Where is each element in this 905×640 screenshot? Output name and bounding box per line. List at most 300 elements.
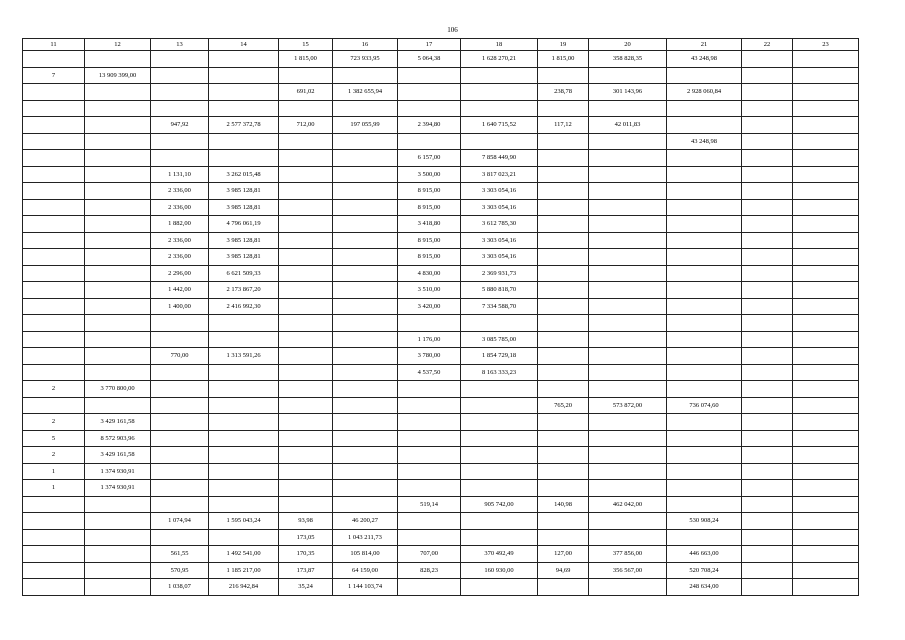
table-cell	[461, 67, 538, 84]
table-cell	[398, 315, 461, 332]
table-cell	[398, 529, 461, 546]
table-cell	[742, 183, 793, 200]
table-row	[23, 298, 859, 315]
table-cell	[85, 150, 151, 167]
table-cell	[209, 381, 279, 398]
table-cell: 3 500,00	[398, 166, 461, 183]
table-cell	[793, 463, 859, 480]
table-cell	[538, 463, 589, 480]
table-cell	[279, 331, 333, 348]
table-cell	[742, 496, 793, 513]
table-row	[23, 117, 859, 134]
table-cell	[398, 463, 461, 480]
table-cell: 43 248,98	[667, 133, 742, 150]
table-cell	[538, 216, 589, 233]
table-cell	[742, 249, 793, 266]
table-cell	[793, 51, 859, 68]
table-cell	[279, 364, 333, 381]
table-cell: 1 074,94	[151, 513, 209, 530]
table-cell	[538, 183, 589, 200]
table-cell	[279, 100, 333, 117]
table-cell	[333, 183, 398, 200]
table-cell	[85, 282, 151, 299]
table-cell: 7 858 449,90	[461, 150, 538, 167]
table-cell	[793, 183, 859, 200]
table-cell	[23, 546, 85, 563]
column-header: 21	[667, 39, 742, 51]
table-cell	[793, 546, 859, 563]
table-cell	[279, 315, 333, 332]
table-cell	[793, 199, 859, 216]
table-cell	[793, 315, 859, 332]
table-cell	[23, 117, 85, 134]
table-cell	[742, 84, 793, 101]
table-cell: 519,14	[398, 496, 461, 513]
table-cell: 3 303 054,16	[461, 232, 538, 249]
table-cell	[538, 282, 589, 299]
table-cell	[85, 579, 151, 596]
table-cell: 1 185 217,00	[209, 562, 279, 579]
table-cell	[667, 216, 742, 233]
table-cell	[667, 67, 742, 84]
table-cell: 43 248,98	[667, 51, 742, 68]
table-cell: 446 663,00	[667, 546, 742, 563]
table-row	[23, 51, 859, 68]
table-cell	[742, 232, 793, 249]
table-cell: 46 200,27	[333, 513, 398, 530]
table-cell	[667, 166, 742, 183]
table-cell	[23, 579, 85, 596]
table-cell: 828,23	[398, 562, 461, 579]
table-cell: 1 131,10	[151, 166, 209, 183]
table-cell	[538, 100, 589, 117]
table-cell	[85, 562, 151, 579]
table-cell	[742, 67, 793, 84]
table-cell	[333, 463, 398, 480]
table-cell	[151, 381, 209, 398]
table-cell	[23, 150, 85, 167]
table-cell	[793, 249, 859, 266]
table-cell	[85, 265, 151, 282]
table-cell: 520 708,24	[667, 562, 742, 579]
table-cell	[279, 166, 333, 183]
table-cell: 3 510,00	[398, 282, 461, 299]
table-cell	[667, 265, 742, 282]
table-cell: 3 985 128,81	[209, 249, 279, 266]
table-cell: 2	[23, 447, 85, 464]
table-cell: 5 064,38	[398, 51, 461, 68]
table-cell	[742, 150, 793, 167]
table-row	[23, 216, 859, 233]
table-cell	[333, 232, 398, 249]
table-row	[23, 463, 859, 480]
table-cell: 1 374 930,91	[85, 463, 151, 480]
table-cell	[279, 216, 333, 233]
table-cell	[398, 84, 461, 101]
table-cell: 64 159,00	[333, 562, 398, 579]
table-cell: 2	[23, 414, 85, 431]
table-cell	[589, 430, 667, 447]
table-cell	[151, 67, 209, 84]
table-row	[23, 480, 859, 497]
table-cell: 3 985 128,81	[209, 232, 279, 249]
table-cell	[667, 414, 742, 431]
table-cell: 8 915,00	[398, 249, 461, 266]
table-cell: 462 042,00	[589, 496, 667, 513]
column-header: 22	[742, 39, 793, 51]
table-cell	[667, 463, 742, 480]
table-cell: 2	[23, 381, 85, 398]
table-cell	[461, 513, 538, 530]
table-cell	[793, 232, 859, 249]
table-cell: 6 621 509,33	[209, 265, 279, 282]
table-cell: 2 577 372,78	[209, 117, 279, 134]
table-cell	[742, 430, 793, 447]
table-cell: 2 296,00	[151, 265, 209, 282]
table-cell	[85, 364, 151, 381]
table-cell: 3 420,00	[398, 298, 461, 315]
table-row	[23, 199, 859, 216]
table-cell	[793, 84, 859, 101]
table-cell	[667, 282, 742, 299]
table-cell	[333, 199, 398, 216]
table-cell	[279, 348, 333, 365]
table-cell: 248 634,00	[667, 579, 742, 596]
table-cell	[589, 480, 667, 497]
table-cell	[151, 463, 209, 480]
table-cell	[793, 496, 859, 513]
table-cell: 6 157,00	[398, 150, 461, 167]
table-body	[23, 51, 859, 596]
table-cell	[589, 249, 667, 266]
table-cell: 358 828,35	[589, 51, 667, 68]
table-cell: 2 336,00	[151, 199, 209, 216]
table-cell: 707,00	[398, 546, 461, 563]
table-cell	[589, 315, 667, 332]
table-cell	[85, 216, 151, 233]
table-cell	[209, 447, 279, 464]
table-cell	[667, 199, 742, 216]
table-cell: 570,95	[151, 562, 209, 579]
table-cell	[742, 265, 793, 282]
table-row	[23, 166, 859, 183]
table-row	[23, 562, 859, 579]
table-cell	[793, 117, 859, 134]
table-cell	[151, 397, 209, 414]
table-cell	[667, 348, 742, 365]
table-cell	[85, 133, 151, 150]
table-cell: 4 537,50	[398, 364, 461, 381]
table-cell: 691,02	[279, 84, 333, 101]
table-cell	[793, 216, 859, 233]
table-cell	[461, 414, 538, 431]
table-cell	[85, 529, 151, 546]
table-cell	[538, 150, 589, 167]
table-cell	[85, 117, 151, 134]
table-cell: 765,20	[538, 397, 589, 414]
table-cell	[279, 67, 333, 84]
table-cell: 8 915,00	[398, 183, 461, 200]
table-row	[23, 496, 859, 513]
table-cell: 127,00	[538, 546, 589, 563]
table-cell	[793, 282, 859, 299]
table-cell	[23, 496, 85, 513]
table-cell: 1 882,00	[151, 216, 209, 233]
table-cell	[793, 513, 859, 530]
table-cell	[538, 249, 589, 266]
table-cell	[398, 579, 461, 596]
table-cell: 1	[23, 463, 85, 480]
table-cell: 736 074,60	[667, 397, 742, 414]
table-cell	[538, 166, 589, 183]
table-cell: 1 595 043,24	[209, 513, 279, 530]
table-cell: 42 011,83	[589, 117, 667, 134]
table-row	[23, 100, 859, 117]
table-cell	[23, 84, 85, 101]
column-header: 20	[589, 39, 667, 51]
table-cell	[151, 133, 209, 150]
table-row	[23, 579, 859, 596]
table-cell	[23, 331, 85, 348]
table-cell	[151, 364, 209, 381]
table-cell	[538, 513, 589, 530]
table-cell	[151, 430, 209, 447]
table-cell	[793, 67, 859, 84]
table-cell	[589, 216, 667, 233]
table-cell	[742, 562, 793, 579]
table-cell	[279, 298, 333, 315]
table-cell: 3 985 128,81	[209, 183, 279, 200]
column-header: 12	[85, 39, 151, 51]
table-cell	[538, 381, 589, 398]
table-cell	[793, 579, 859, 596]
table-cell	[742, 447, 793, 464]
table-cell: 356 567,00	[589, 562, 667, 579]
column-header: 18	[461, 39, 538, 51]
table-cell	[793, 298, 859, 315]
table-cell	[333, 100, 398, 117]
table-cell	[461, 397, 538, 414]
table-cell	[538, 67, 589, 84]
column-header: 15	[279, 39, 333, 51]
table-cell: 3 303 054,16	[461, 249, 538, 266]
table-cell: 3 817 023,21	[461, 166, 538, 183]
table-cell	[461, 381, 538, 398]
table-cell: 93,98	[279, 513, 333, 530]
table-cell: 3 780,00	[398, 348, 461, 365]
table-cell	[793, 133, 859, 150]
table-cell	[589, 133, 667, 150]
table-cell	[589, 67, 667, 84]
table-cell	[589, 381, 667, 398]
table-cell: 13 909 399,00	[85, 67, 151, 84]
table-cell	[793, 166, 859, 183]
page-number: 106	[447, 26, 458, 34]
table-cell	[793, 480, 859, 497]
table-cell	[589, 199, 667, 216]
table-cell	[667, 529, 742, 546]
table-cell: 770,00	[151, 348, 209, 365]
table-cell	[209, 463, 279, 480]
table-cell: 173,05	[279, 529, 333, 546]
table-cell	[793, 447, 859, 464]
table-cell	[151, 315, 209, 332]
table-row	[23, 249, 859, 266]
table-cell	[151, 496, 209, 513]
table-cell	[209, 496, 279, 513]
table-cell	[461, 529, 538, 546]
table-cell	[398, 513, 461, 530]
table-cell	[793, 348, 859, 365]
table-cell	[151, 100, 209, 117]
table-cell	[333, 265, 398, 282]
table-cell	[667, 183, 742, 200]
table-cell	[151, 331, 209, 348]
table-cell	[279, 183, 333, 200]
table-cell	[589, 447, 667, 464]
table-cell	[667, 364, 742, 381]
table-cell: 3 429 161,58	[85, 414, 151, 431]
table-cell	[85, 100, 151, 117]
table-cell	[589, 183, 667, 200]
table-cell	[667, 150, 742, 167]
table-cell	[793, 150, 859, 167]
table-cell: 723 933,95	[333, 51, 398, 68]
table-cell	[23, 562, 85, 579]
table-cell	[209, 364, 279, 381]
table-cell	[793, 364, 859, 381]
table-cell	[461, 480, 538, 497]
table-cell: 1 374 930,91	[85, 480, 151, 497]
table-cell: 1 313 591,26	[209, 348, 279, 365]
table-cell	[742, 100, 793, 117]
table-cell	[333, 150, 398, 167]
table-cell	[538, 430, 589, 447]
table-cell	[398, 133, 461, 150]
table-cell	[85, 513, 151, 530]
table-cell: 1 144 103,74	[333, 579, 398, 596]
table-row	[23, 513, 859, 530]
table-cell: 2 928 060,84	[667, 84, 742, 101]
table-cell	[667, 117, 742, 134]
table-cell	[85, 315, 151, 332]
table-cell	[279, 463, 333, 480]
table-cell	[667, 100, 742, 117]
table-cell	[333, 331, 398, 348]
table-cell	[742, 513, 793, 530]
table-cell	[461, 100, 538, 117]
table-cell: 1 628 270,21	[461, 51, 538, 68]
table-cell: 3 770 800,00	[85, 381, 151, 398]
table-cell	[742, 133, 793, 150]
table-cell: 3 303 054,16	[461, 199, 538, 216]
table-cell	[793, 100, 859, 117]
table-cell	[538, 447, 589, 464]
table-row	[23, 265, 859, 282]
table-cell: 5	[23, 430, 85, 447]
table-cell	[279, 397, 333, 414]
table-cell	[667, 480, 742, 497]
table-cell	[279, 199, 333, 216]
table-cell	[461, 447, 538, 464]
table-cell: 1 492 541,00	[209, 546, 279, 563]
table-cell	[742, 166, 793, 183]
table-cell	[23, 265, 85, 282]
table-cell	[667, 430, 742, 447]
table-cell: 2 173 867,20	[209, 282, 279, 299]
table-cell: 2 369 931,73	[461, 265, 538, 282]
table-row	[23, 414, 859, 431]
table-cell: 197 055,99	[333, 117, 398, 134]
table-cell	[23, 199, 85, 216]
table-cell	[793, 265, 859, 282]
table-cell	[23, 513, 85, 530]
column-header: 17	[398, 39, 461, 51]
table-cell	[23, 282, 85, 299]
table-cell: 5 880 818,70	[461, 282, 538, 299]
table-cell	[279, 430, 333, 447]
table-cell	[23, 298, 85, 315]
table-cell	[333, 414, 398, 431]
table-cell	[279, 496, 333, 513]
table-cell: 160 930,00	[461, 562, 538, 579]
table-cell: 4 830,00	[398, 265, 461, 282]
table-cell: 3 429 161,58	[85, 447, 151, 464]
table-cell	[667, 232, 742, 249]
table-cell	[538, 265, 589, 282]
table-cell: 377 856,00	[589, 546, 667, 563]
table-cell	[333, 315, 398, 332]
table-cell	[589, 265, 667, 282]
table-cell: 1	[23, 480, 85, 497]
table-cell	[85, 51, 151, 68]
table-cell	[667, 496, 742, 513]
table-header	[23, 39, 859, 51]
table-cell	[209, 397, 279, 414]
table-cell	[742, 529, 793, 546]
table-cell	[742, 199, 793, 216]
table-cell	[85, 232, 151, 249]
data-table	[22, 38, 859, 596]
table-cell	[793, 430, 859, 447]
table-row	[23, 529, 859, 546]
table-cell	[23, 133, 85, 150]
table-row	[23, 150, 859, 167]
column-header: 13	[151, 39, 209, 51]
table-cell	[209, 529, 279, 546]
table-cell	[23, 315, 85, 332]
table-cell	[209, 84, 279, 101]
table-cell	[538, 133, 589, 150]
table-cell	[538, 480, 589, 497]
table-cell	[209, 331, 279, 348]
table-row	[23, 84, 859, 101]
table-cell	[151, 84, 209, 101]
table-cell: 1 815,00	[279, 51, 333, 68]
table-row	[23, 282, 859, 299]
table-cell	[461, 463, 538, 480]
table-cell	[742, 216, 793, 233]
table-cell	[279, 265, 333, 282]
table-cell	[279, 414, 333, 431]
column-header: 16	[333, 39, 398, 51]
table-row	[23, 67, 859, 84]
table-cell	[151, 480, 209, 497]
table-cell: 3 303 054,16	[461, 183, 538, 200]
table-cell	[333, 397, 398, 414]
table-cell: 3 418,80	[398, 216, 461, 233]
table-cell	[23, 51, 85, 68]
